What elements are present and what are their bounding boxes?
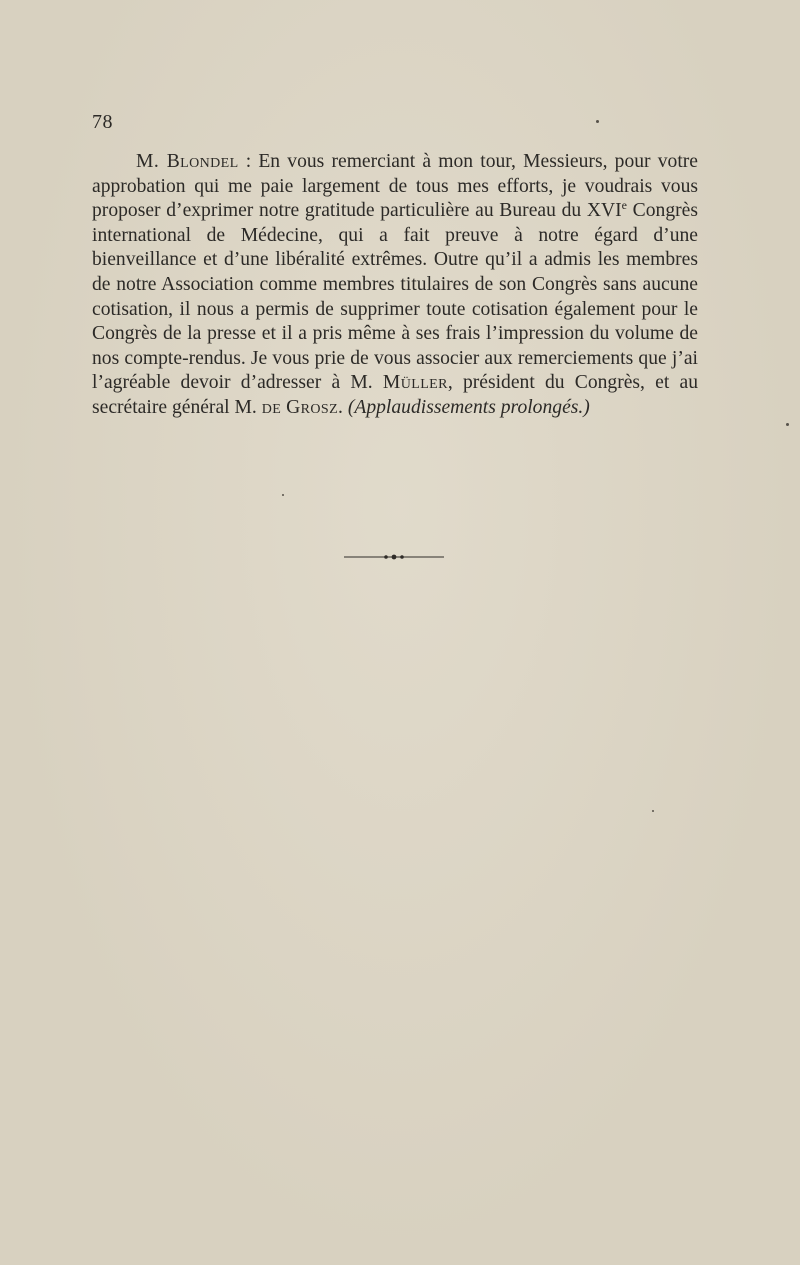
paper-speck: [786, 423, 789, 426]
paper-speck: [596, 120, 599, 123]
speaker-name: M. Blondel: [136, 151, 239, 172]
name-de: de: [261, 396, 282, 418]
speaker-colon: :: [238, 151, 259, 172]
speech-text-part-3: , président du Congrès, et au secrétaire général M.: [92, 372, 698, 418]
end-ornament-rule: [344, 551, 444, 563]
speech-paragraph: [92, 150, 698, 421]
speech-text-part-4: .: [338, 396, 348, 418]
ordinal-superscript: e: [621, 198, 627, 213]
speech-text-part-1: En vous remerciant à mon tour, Messieurs, pour votre approbation qui me paie largement de tous mes efforts, je voudrais vous proposer d’exprimer notre gratitude particulière au Bureau du XVI: [92, 151, 698, 222]
paper-speck: [282, 494, 284, 496]
page-number: 78: [92, 111, 113, 133]
name-muller: Müller: [382, 372, 448, 394]
paper-speck: [652, 810, 654, 812]
paragraph: [92, 150, 698, 421]
applause-note: (Applaudissements prolongés.): [347, 396, 590, 418]
speech-text-part-2: Congrès international de Médecine, qui a fait preuve à notre égard d’une bienveillance et d’une libéralité extrêmes. Outre qu’il a admis les membres de notre Association comme membres titulaires de son Congrès sans aucune cotisation, il nous a permis de supprimer toute cotisation également pour le Congrès de la presse et il a pris même à ses frais l’impression du volume de nos compte-rendus. Je vous prie de vous associer aux remerciements que j’ai l’agréable devoir d’adresser à M.: [92, 200, 698, 394]
name-grosz: Grosz: [286, 396, 339, 418]
